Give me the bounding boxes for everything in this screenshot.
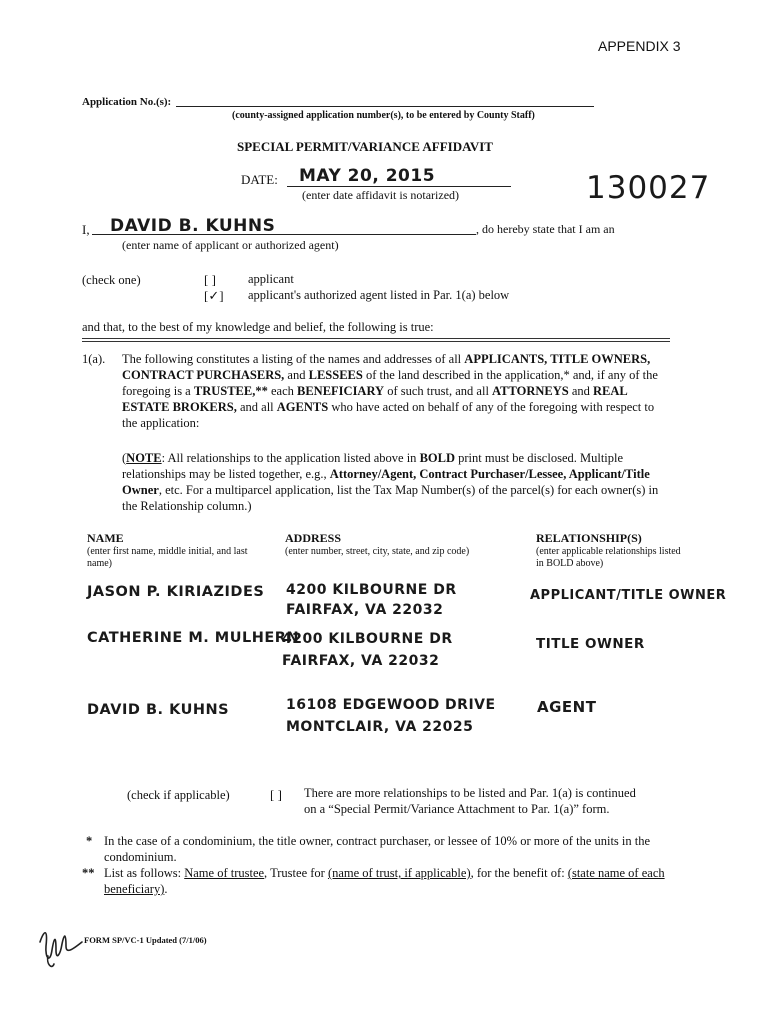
applicant-option-label: applicant [248, 272, 294, 286]
application-no-label: Application No.(s): [82, 96, 172, 108]
footnote-2-text: List as follows: Name of trustee, Trustee for (name of trust, if applicable), for the benefit of: (state name of each beneficiary). [104, 866, 665, 896]
form-id: FORM SP/VC-1 Updated (7/1/06) [84, 935, 207, 945]
row-1-name: JASON P. KIRIAZIDES [87, 584, 265, 600]
par-1a-text: The following constitutes a listing of the names and addresses of all APPLICANTS, TITLE OWNERS, CONTRACT PURCHASERS, and LESSEES of the land described in the application,* and, if any of the foregoing is a TRUSTEE,** each BENEFICIARY of such trust, and all ATTORNEYS and REAL ESTATE BROKERS, and all AGENTS who have acted on behalf of any of the foregoing with respect to the application: [122, 352, 658, 430]
declarant-name: DAVID B. KUHNS [110, 216, 276, 236]
declarant-name-field[interactable] [92, 216, 476, 235]
row-1-address: 4200 KILBOURNE DR FAIRFAX, VA 22032 [286, 582, 457, 618]
footnote-2-marker: ** [82, 866, 95, 880]
belief-statement: and that, to the best of my knowledge and belief, the following is true: [82, 320, 434, 334]
appendix-label: APPENDIX 3 [598, 38, 681, 54]
date-label: DATE: [241, 172, 278, 187]
initials-signature [34, 920, 90, 972]
row-2-relationship: TITLE OWNER [536, 636, 645, 652]
divider [82, 341, 670, 342]
declarant-prefix: I, [82, 222, 90, 237]
date-field[interactable] [287, 168, 511, 187]
name-column-header: NAME (enter first name, middle initial, and last name) [87, 531, 248, 569]
agent-option-label: applicant's authorized agent listed in Par. 1(a) below [248, 288, 510, 302]
par-1a-number: 1(a). [82, 352, 106, 366]
row-1-relationship: APPLICANT/TITLE OWNER [530, 588, 727, 603]
check-one-label: (check one) [82, 273, 141, 287]
row-3-address: 16108 EDGEWOOD DRIVE MONTCLAIR, VA 22025 [286, 697, 496, 735]
relationship-column-header: RELATIONSHIP(S) (enter applicable relationships listed in BOLD above) [536, 531, 681, 569]
address-column-header: ADDRESS (enter number, street, city, state, and zip code) [285, 531, 470, 557]
application-no-field[interactable] [176, 92, 594, 107]
continuation-label: (check if applicable) [127, 788, 230, 802]
divider [82, 338, 670, 339]
row-3-relationship: AGENT [537, 698, 597, 716]
declarant-suffix: , do hereby state that I am an [476, 222, 615, 236]
footnote-1-marker: * [86, 834, 93, 848]
continuation-checkbox[interactable]: [ ] [270, 787, 282, 802]
row-2-name: CATHERINE M. MULHERN [87, 630, 300, 646]
date-value: MAY 20, 2015 [299, 166, 436, 186]
row-3-name: DAVID B. KUHNS [87, 702, 230, 718]
continuation-text: There are more relationships to be listed and Par. 1(a) is continued on a “Special Permit/Variance Attachment to Par. 1(a)” form. [304, 786, 636, 816]
declarant-caption: (enter name of applicant or authorized agent) [122, 238, 339, 252]
case-number: 130027 [586, 170, 711, 206]
note-text: (NOTE: All relationships to the application listed above in BOLD print must be disclosed. Multiple relationships may be listed together, e.g., Attorney/Agent, Contract Purchaser/Lessee, Applicant/Title Owner, etc. For a multiparcel application, list the Tax Map Number(s) of the parcel(s) for each owner(s) in the Relationship column.) [122, 451, 659, 513]
footnote-1-text: In the case of a condominium, the title owner, contract purchaser, or lessee of 10% or more of the units in the condominium. [104, 834, 651, 864]
row-2-address: 4200 KILBOURNE DR FAIRFAX, VA 22032 [282, 631, 453, 669]
applicant-checkbox[interactable]: [ ] [204, 272, 216, 287]
agent-checkbox[interactable]: [✓] [204, 288, 224, 303]
form-title: SPECIAL PERMIT/VARIANCE AFFIDAVIT [237, 139, 493, 154]
application-no-caption: (county-assigned application number(s), to be entered by County Staff) [232, 110, 535, 121]
date-caption: (enter date affidavit is notarized) [302, 188, 460, 202]
